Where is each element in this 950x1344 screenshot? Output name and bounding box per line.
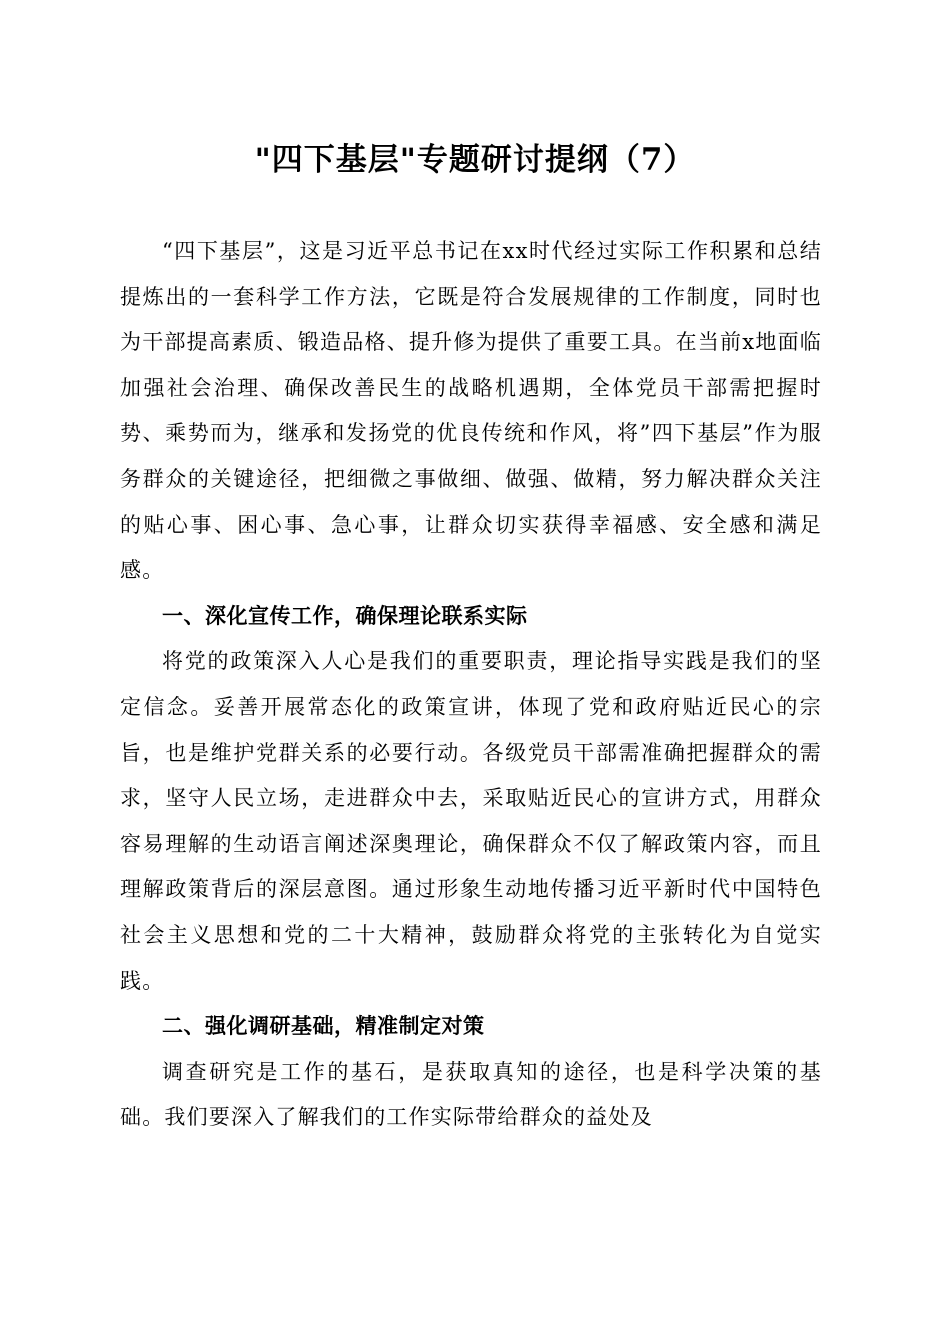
section-1: [120, 594, 822, 1004]
section-2: [120, 1004, 822, 1141]
section-heading: 一、深化宣传工作，确保理论联系实际: [162, 603, 528, 628]
document-body: [120, 229, 822, 1141]
section-paragraph: 将党的政策深入人心是我们的重要职责，理论指导实践是我们的坚定信念。妥善开展常态化的政策宣讲，体现了党和政府贴近民心的宗旨，也是维护党群关系的必要行动。各级党员干部需准确把握群众的需求，坚守人民立场，走进群众中去，采取贴近民心的宣讲方式，用群众容易理解的生动语言阐述深奥理论，确保群众不仅了解政策内容，而且理解政策背后的深层意图。通过形象生动地传播习近平新时代中国特色社会主义思想和党的二十大精神，鼓励群众将党的主张转化为自觉实践。: [120, 649, 822, 993]
document-title: "四下基层"专题研讨提纲（7）: [254, 142, 696, 178]
intro-paragraph: “四下基层”，这是习近平总书记在xx时代经过实际工作积累和总结提炼出的一套科学工作方法，它既是符合发展规律的工作制度，同时也为干部提高素质、锻造品格、提升修为提供了重要工具。在当前x地面临加强社会治理、确保改善民生的战略机遇期，全体党员干部需把握时势、乘势而为，继承和发扬党的优良传统和作风，将”四下基层”作为服务群众的关键途径，把细微之事做细、做强、做精，努力解决群众关注的贴心事、困心事、急心事，让群众切实获得幸福感、安全感和满足感。: [120, 239, 822, 583]
section-paragraph: 调查研究是工作的基石，是获取真知的途径，也是科学决策的基础。我们要深入了解我们的工作实际带给群众的益处及: [120, 1059, 822, 1130]
section-heading: 二、强化调研基础，精准制定对策: [162, 1014, 485, 1039]
